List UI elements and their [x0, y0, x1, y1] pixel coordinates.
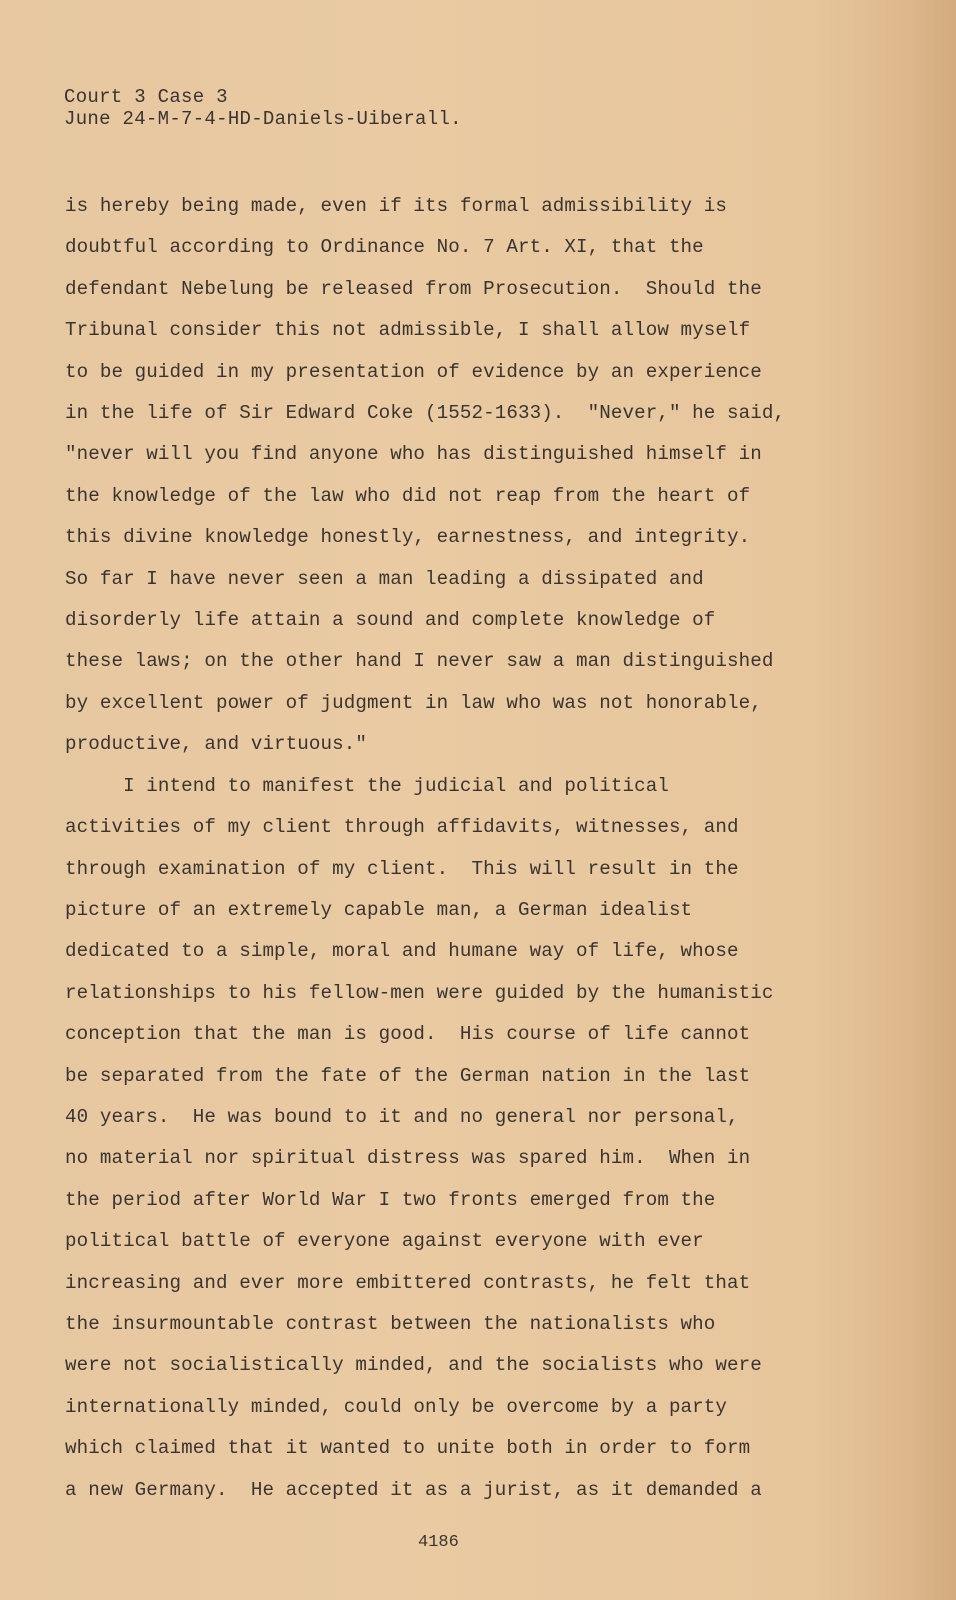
document-header: [64, 86, 462, 130]
text-line: a new Germany. He accepted it as a jurist, as it demanded a: [65, 1478, 762, 1501]
page-number: 4186: [418, 1533, 459, 1552]
text-line: "never will you find anyone who has distinguished himself in: [65, 443, 762, 466]
text-line: no material nor spiritual distress was spared him. When in: [65, 1147, 751, 1170]
text-line: these laws; on the other hand I never saw a man distinguished: [65, 650, 774, 673]
text-line: were not socialistically minded, and the socialists who were: [65, 1354, 762, 1377]
text-line: conception that the man is good. His course of life cannot: [65, 1023, 751, 1046]
text-line: productive, and virtuous.": [65, 733, 367, 756]
text-line: relationships to his fellow-men were guided by the humanistic: [65, 981, 774, 1004]
document-body: [65, 186, 785, 1511]
text-line: the knowledge of the law who did not reap from the heart of: [65, 484, 751, 507]
text-line: which claimed that it wanted to unite both in order to form: [65, 1437, 751, 1460]
text-line: So far I have never seen a man leading a dissipated and: [65, 567, 704, 590]
text-line: the insurmountable contrast between the nationalists who: [65, 1312, 716, 1335]
text-line: doubtful according to Ordinance No. 7 Art. XI, that the: [65, 236, 704, 259]
text-line: this divine knowledge honestly, earnestness, and integrity.: [65, 526, 751, 549]
text-line: Tribunal consider this not admissible, I shall allow myself: [65, 319, 751, 342]
text-line: I intend to manifest the judicial and political: [65, 774, 669, 797]
text-line: picture of an extremely capable man, a German idealist: [65, 898, 693, 921]
header-date-code: June 24-M-7-4-HD-Daniels-Uiberall.: [64, 108, 462, 130]
text-line: to be guided in my presentation of evidence by an experience: [65, 360, 762, 383]
text-line: is hereby being made, even if its formal admissibility is: [65, 195, 728, 217]
header-court-case: Court 3 Case 3: [64, 86, 228, 108]
text-line: political battle of everyone against everyone with ever: [65, 1230, 704, 1253]
text-line: dedicated to a simple, moral and humane way of life, whose: [65, 940, 739, 963]
text-line: be separated from the fate of the German nation in the last: [65, 1064, 751, 1087]
text-line: 40 years. He was bound to it and no general nor personal,: [65, 1105, 739, 1128]
text-line: disorderly life attain a sound and complete knowledge of: [65, 609, 716, 632]
text-line: activities of my client through affidavits, witnesses, and: [65, 816, 739, 839]
text-line: by excellent power of judgment in law who was not honorable,: [65, 691, 762, 714]
text-line: increasing and ever more embittered contrasts, he felt that: [65, 1271, 751, 1294]
text-line: internationally minded, could only be overcome by a party: [65, 1395, 728, 1418]
text-line: through examination of my client. This will result in the: [65, 857, 739, 880]
text-line: defendant Nebelung be released from Prosecution. Should the: [65, 277, 762, 300]
text-line: in the life of Sir Edward Coke (1552-1633). "Never," he said,: [65, 402, 786, 425]
text-line: the period after World War I two fronts emerged from the: [65, 1188, 716, 1211]
